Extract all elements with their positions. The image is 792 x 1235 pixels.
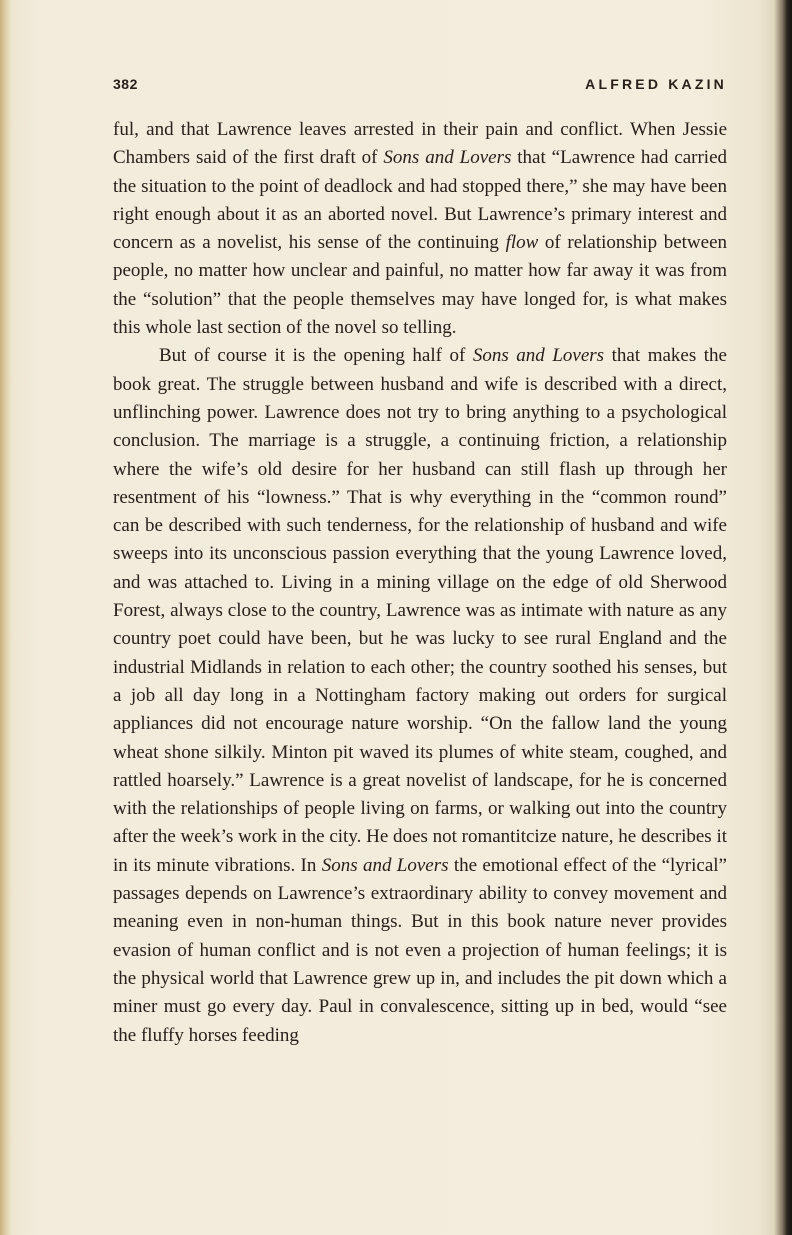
text-run: that makes the book great. The struggle between husband and wife is described with a direct, unflinching power. Lawrence does not try to bring anything to a psychological conclusion. The marriage is a struggle, a continuing friction, a relationship where the wife’s old desire for her husband can still flash up through her resentment of his “lowness.” That is why everything in the “common round” can be described with such tenderness, for the relationship of husband and wife sweeps into its unconscious passion everything that the young Lawrence loved, and was attached to. Living in a mining village on the edge of old Sherwood Forest, always close to the country, Lawrence was as intimate with nature as any country poet could have been, but he was lucky to see rural England and the industrial Midlands in relation to each other; the country soothed his senses, but a job all day long in a Nottingham factory making out orders for surgical appliances did not encourage nature worship. “On the fallow land the young wheat shone silkily. Minton pit waved its plumes of white steam, coughed, and rattled hoarsely.” Lawrence is a great novelist of landscape, for he is concerned with the relationships of people living on farms, or walking out into the country after the week’s work in the city. He does not romantitcize nature, he describes it in its minute vibrations. In bbox=[113, 345, 727, 876]
page-number: 382 bbox=[113, 76, 138, 92]
text-run: ful, and that Lawrence leaves arrested in their pain and conflict. When Jessie Chambers said of the first draft of bbox=[113, 119, 727, 169]
paragraph bbox=[113, 116, 727, 342]
body-text bbox=[113, 116, 727, 1050]
running-head: ALFRED KAZIN bbox=[585, 76, 727, 92]
page-gutter-edge bbox=[0, 0, 12, 1235]
text-run: But of course it is the opening half of bbox=[159, 345, 473, 367]
text-run: of relationship between people, no matter how unclear and painful, no matter how far away it was from the “solution” that the people themselves may have longed for, is what makes this whole last section of the novel so telling. bbox=[113, 232, 727, 339]
italic-text: flow bbox=[505, 232, 539, 254]
page-right-shadow bbox=[774, 0, 792, 1235]
page-header bbox=[113, 76, 727, 96]
paragraph bbox=[113, 342, 727, 1049]
text-run: that “Lawrence had carried the situation to the point of deadlock and had stopped there,” she may have been right enough about it as an aborted novel. But Lawrence’s primary interest and concern as a novelist, his sense of the continuing bbox=[113, 147, 727, 254]
italic-text: Sons and Lovers bbox=[321, 854, 449, 876]
italic-text: Sons and Lovers bbox=[383, 147, 512, 169]
italic-text: Sons and Lovers bbox=[472, 345, 605, 367]
text-run: the emotional effect of the “lyrical” passages depends on Lawrence’s extraordinary ability to convey movement and meaning even in non-human things. But in this book nature never provides evasion of human conflict and is not even a projection of human feelings; it is the physical world that Lawrence grew up in, and includes the pit down which a miner must go every day. Paul in convalescence, sitting up in bed, would “see the fluffy horses feeding bbox=[113, 854, 727, 1046]
